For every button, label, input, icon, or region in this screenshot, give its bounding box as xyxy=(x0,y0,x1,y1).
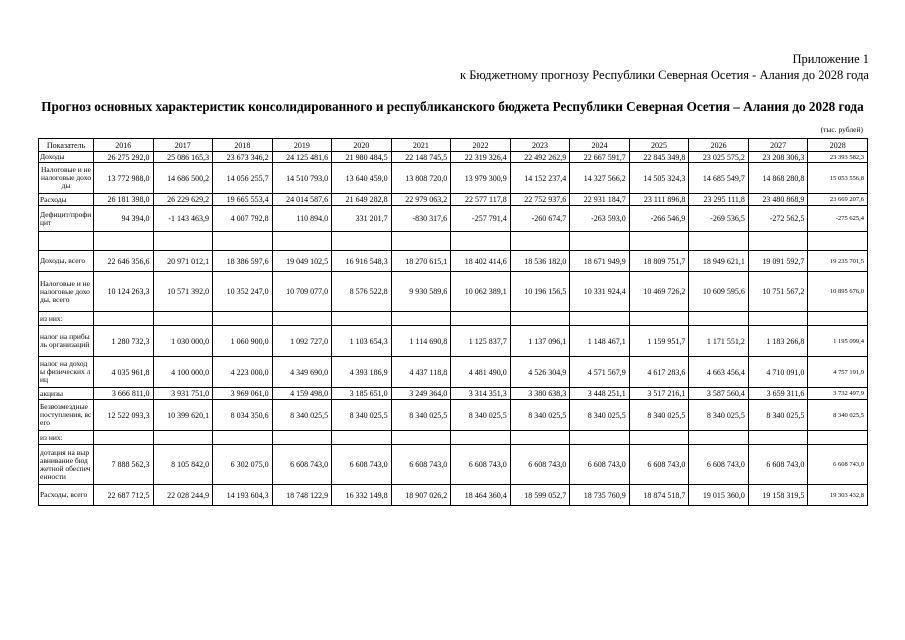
table-cell: 18 809 751,7 xyxy=(629,251,689,272)
table-cell: 22 979 063,2 xyxy=(391,194,451,206)
table-cell xyxy=(94,431,154,445)
table-cell: 16 916 548,3 xyxy=(332,251,392,272)
table-cell: -272 562,5 xyxy=(748,206,808,232)
row-label: из них: xyxy=(39,312,94,326)
column-header-year: 2018 xyxy=(213,139,273,152)
table-cell: 14 327 566,2 xyxy=(570,163,630,194)
table-cell: 23 111 896,8 xyxy=(629,194,689,206)
column-header-year: 2027 xyxy=(748,139,808,152)
table-cell xyxy=(629,232,689,251)
table-cell: -269 536,5 xyxy=(689,206,749,232)
table-cell: 23 025 575,2 xyxy=(689,152,749,163)
table-cell: 10 196 156,5 xyxy=(510,272,570,312)
row-label: Налоговые и неналоговые доходы, всего xyxy=(39,272,94,312)
table-cell: 13 808 720,0 xyxy=(391,163,451,194)
table-row xyxy=(39,152,868,163)
table-cell: 13 640 459,0 xyxy=(332,163,392,194)
table-cell: 10 062 389,1 xyxy=(451,272,511,312)
table-cell: 18 907 026,2 xyxy=(391,485,451,506)
table-cell xyxy=(748,232,808,251)
table-cell: 8 340 025,5 xyxy=(808,400,868,431)
table-cell xyxy=(391,431,451,445)
table-cell: 1 183 266,8 xyxy=(748,326,808,357)
column-header-year: 2022 xyxy=(451,139,511,152)
table-cell: 18 402 414,6 xyxy=(451,251,511,272)
column-header-year: 2024 xyxy=(570,139,630,152)
table-cell: 14 505 324,3 xyxy=(629,163,689,194)
table-cell: 3 380 638,3 xyxy=(510,388,570,400)
table-cell xyxy=(332,431,392,445)
column-header-year: 2028 xyxy=(808,139,868,152)
table-cell: 10 895 676,0 xyxy=(808,272,868,312)
table-cell xyxy=(629,312,689,326)
table-cell xyxy=(510,431,570,445)
table-cell: 3 587 560,4 xyxy=(689,388,749,400)
table-cell: 6 608 743,0 xyxy=(808,445,868,485)
table-cell: 6 302 075,0 xyxy=(213,445,273,485)
appendix-reference: к Бюджетному прогнозу Республики Северная Осетия - Алания до 2028 года xyxy=(460,68,869,82)
table-cell xyxy=(153,232,213,251)
table-cell: 4 007 792,8 xyxy=(213,206,273,232)
table-cell: 4 526 304,9 xyxy=(510,357,570,388)
table-cell xyxy=(689,431,749,445)
table-cell: 8 340 025,5 xyxy=(510,400,570,431)
table-cell: 1 159 951,7 xyxy=(629,326,689,357)
row-label: Расходы xyxy=(39,194,94,206)
table-cell: 19 049 102,5 xyxy=(272,251,332,272)
table-cell: 22 931 184,7 xyxy=(570,194,630,206)
table-cell: 6 608 743,0 xyxy=(272,445,332,485)
table-cell: 6 608 743,0 xyxy=(510,445,570,485)
table-cell: 1 195 099,4 xyxy=(808,326,868,357)
table-cell: 26 229 629,2 xyxy=(153,194,213,206)
table-row xyxy=(39,163,868,194)
table-cell xyxy=(570,232,630,251)
row-label: Налоговые и неналоговые доходы xyxy=(39,163,94,194)
table-cell: 110 894,0 xyxy=(272,206,332,232)
table-cell: 6 608 743,0 xyxy=(570,445,630,485)
table-header-row xyxy=(39,139,868,152)
table-cell xyxy=(451,431,511,445)
column-header-year: 2020 xyxy=(332,139,392,152)
table-cell: 22 148 745,5 xyxy=(391,152,451,163)
table-cell: 18 949 621,1 xyxy=(689,251,749,272)
table-cell: 4 663 456,4 xyxy=(689,357,749,388)
table-cell: -266 546,9 xyxy=(629,206,689,232)
table-cell: 20 971 012,1 xyxy=(153,251,213,272)
table-cell: 4 100 000,0 xyxy=(153,357,213,388)
row-label: Доходы, всего xyxy=(39,251,94,272)
table-cell: 13 772 988,0 xyxy=(94,163,154,194)
table-cell: 6 608 743,0 xyxy=(332,445,392,485)
row-label: Безвозмездные поступления, всего xyxy=(39,400,94,431)
column-header-year: 2026 xyxy=(689,139,749,152)
table-cell xyxy=(629,431,689,445)
table-cell xyxy=(689,312,749,326)
table-cell: 18 464 360,4 xyxy=(451,485,511,506)
table-cell: 14 193 604,3 xyxy=(213,485,273,506)
table-cell: 1 171 551,2 xyxy=(689,326,749,357)
table-cell: 16 332 149,8 xyxy=(332,485,392,506)
table-cell: 3 448 251,1 xyxy=(570,388,630,400)
table-cell: 8 105 842,0 xyxy=(153,445,213,485)
table-cell: 10 124 263,3 xyxy=(94,272,154,312)
table-cell: 19 091 592,7 xyxy=(748,251,808,272)
table-cell: 22 319 326,4 xyxy=(451,152,511,163)
table-cell: 22 667 591,7 xyxy=(570,152,630,163)
table-cell xyxy=(808,431,868,445)
table-cell xyxy=(332,232,392,251)
appendix-number: Приложение 1 xyxy=(792,52,869,66)
table-cell xyxy=(391,312,451,326)
table-cell xyxy=(332,312,392,326)
table-cell xyxy=(451,232,511,251)
table-cell: 8 340 025,5 xyxy=(272,400,332,431)
table-cell: 10 571 392,0 xyxy=(153,272,213,312)
table-row xyxy=(39,431,868,445)
table-cell: -257 791,4 xyxy=(451,206,511,232)
column-header-year: 2025 xyxy=(629,139,689,152)
table-cell: 21 980 484,5 xyxy=(332,152,392,163)
table-cell: 3 666 811,0 xyxy=(94,388,154,400)
row-label: Расходы, всего xyxy=(39,485,94,506)
table-cell xyxy=(94,312,154,326)
table-cell xyxy=(153,431,213,445)
table-cell: 18 735 760,9 xyxy=(570,485,630,506)
table-row xyxy=(39,206,868,232)
table-cell: 8 034 350,6 xyxy=(213,400,273,431)
table-cell: 8 340 025,5 xyxy=(629,400,689,431)
table-cell: 22 752 937,6 xyxy=(510,194,570,206)
table-cell: 8 340 025,5 xyxy=(689,400,749,431)
table-cell: 14 685 549,7 xyxy=(689,163,749,194)
row-label: налог на доходы физических лиц xyxy=(39,357,94,388)
table-cell: 15 053 556,8 xyxy=(808,163,868,194)
table-cell: 10 751 567,2 xyxy=(748,272,808,312)
table-cell: 22 577 117,8 xyxy=(451,194,511,206)
table-cell: 26 181 398,0 xyxy=(94,194,154,206)
table-cell: 4 617 283,6 xyxy=(629,357,689,388)
table-cell: 23 393 582,3 xyxy=(808,152,868,163)
budget-forecast-table xyxy=(38,138,868,506)
table-cell xyxy=(272,431,332,445)
table-row xyxy=(39,232,868,251)
table-cell: 8 340 025,5 xyxy=(451,400,511,431)
table-row xyxy=(39,272,868,312)
table-cell xyxy=(689,232,749,251)
table-cell: 6 608 743,0 xyxy=(451,445,511,485)
table-row xyxy=(39,485,868,506)
column-header-year: 2021 xyxy=(391,139,451,152)
table-cell: 4 035 961,8 xyxy=(94,357,154,388)
table-cell: 22 492 262,9 xyxy=(510,152,570,163)
table-cell: 19 303 432,8 xyxy=(808,485,868,506)
table-cell: 25 086 165,3 xyxy=(153,152,213,163)
column-header-year: 2019 xyxy=(272,139,332,152)
table-cell: 4 223 000,0 xyxy=(213,357,273,388)
table-cell: 18 386 597,6 xyxy=(213,251,273,272)
table-cell: 9 930 589,6 xyxy=(391,272,451,312)
table-cell: 22 845 349,8 xyxy=(629,152,689,163)
table-cell: 4 710 091,0 xyxy=(748,357,808,388)
table-cell xyxy=(451,312,511,326)
table-cell: 19 158 319,5 xyxy=(748,485,808,506)
column-header-year: 2023 xyxy=(510,139,570,152)
row-label: налог на прибыль организаций xyxy=(39,326,94,357)
table-cell: 3 969 061,0 xyxy=(213,388,273,400)
table-row xyxy=(39,400,868,431)
table-cell: 22 646 356,6 xyxy=(94,251,154,272)
row-label: дотация на выравнивание бюджетной обеспеченности xyxy=(39,445,94,485)
table-cell: 8 340 025,5 xyxy=(391,400,451,431)
table-cell xyxy=(748,312,808,326)
document-title: Прогноз основных характеристик консолидированного и республиканского бюджета Республики Северная Осетия – Алания до 2028 года xyxy=(41,99,864,114)
table-cell: 1 137 096,1 xyxy=(510,326,570,357)
table-cell: 14 510 793,0 xyxy=(272,163,332,194)
table-cell: 12 522 093,3 xyxy=(94,400,154,431)
table-cell: 94 394,0 xyxy=(94,206,154,232)
table-cell: 1 148 467,1 xyxy=(570,326,630,357)
units-note: (тыс. рублей) xyxy=(820,125,863,134)
table-cell xyxy=(213,232,273,251)
table-cell: 19 665 553,4 xyxy=(213,194,273,206)
table-cell xyxy=(213,312,273,326)
table-row xyxy=(39,194,868,206)
table-cell: 24 014 587,6 xyxy=(272,194,332,206)
table-cell: 10 709 077,0 xyxy=(272,272,332,312)
table-cell: 23 480 868,9 xyxy=(748,194,808,206)
table-cell: 14 152 237,4 xyxy=(510,163,570,194)
table-cell: 4 437 118,8 xyxy=(391,357,451,388)
table-cell: 22 028 244,9 xyxy=(153,485,213,506)
table-cell: 3 314 351,3 xyxy=(451,388,511,400)
table-cell: 10 469 726,2 xyxy=(629,272,689,312)
table-cell: 4 481 490,0 xyxy=(451,357,511,388)
table-cell: 19 015 360,0 xyxy=(689,485,749,506)
table-cell: 8 576 522,8 xyxy=(332,272,392,312)
table-cell: 4 757 191,9 xyxy=(808,357,868,388)
table-cell: 3 249 364,0 xyxy=(391,388,451,400)
table-cell: 23 295 111,8 xyxy=(689,194,749,206)
table-cell: 10 399 620,1 xyxy=(153,400,213,431)
table-cell: 3 931 751,0 xyxy=(153,388,213,400)
table-cell: 23 673 346,2 xyxy=(213,152,273,163)
table-cell xyxy=(94,232,154,251)
table-row xyxy=(39,388,868,400)
table-cell: 10 331 924,4 xyxy=(570,272,630,312)
table-cell: 18 536 182,0 xyxy=(510,251,570,272)
table-cell: 6 608 743,0 xyxy=(629,445,689,485)
table-cell: 21 649 282,8 xyxy=(332,194,392,206)
table-cell: 8 340 025,5 xyxy=(748,400,808,431)
table-cell: 18 270 615,1 xyxy=(391,251,451,272)
table-cell: -275 625,4 xyxy=(808,206,868,232)
table-cell: 8 340 025,5 xyxy=(570,400,630,431)
row-label: из них: xyxy=(39,431,94,445)
table-cell: 18 748 122,9 xyxy=(272,485,332,506)
table-cell: 3 185 651,0 xyxy=(332,388,392,400)
table-cell xyxy=(153,312,213,326)
table-cell: 8 340 025,5 xyxy=(332,400,392,431)
table-cell: 3 659 311,6 xyxy=(748,388,808,400)
table-cell: 1 125 837,7 xyxy=(451,326,511,357)
table-cell: 1 030 000,0 xyxy=(153,326,213,357)
table-cell: 7 888 562,3 xyxy=(94,445,154,485)
table-cell: 23 669 207,6 xyxy=(808,194,868,206)
table-cell: 19 235 701,5 xyxy=(808,251,868,272)
table-cell xyxy=(272,312,332,326)
table-cell xyxy=(510,232,570,251)
table-cell: 18 671 949,9 xyxy=(570,251,630,272)
table-cell: 331 201,7 xyxy=(332,206,392,232)
table-row xyxy=(39,312,868,326)
table-cell: 18 874 518,7 xyxy=(629,485,689,506)
table-cell xyxy=(570,431,630,445)
table-cell: 1 092 727,0 xyxy=(272,326,332,357)
table-row xyxy=(39,445,868,485)
table-row xyxy=(39,326,868,357)
column-header-year: 2017 xyxy=(153,139,213,152)
table-cell: 14 868 280,8 xyxy=(748,163,808,194)
table-cell: 4 349 690,0 xyxy=(272,357,332,388)
table-cell xyxy=(213,431,273,445)
table-cell: -1 143 463,9 xyxy=(153,206,213,232)
table-cell: 24 125 481,6 xyxy=(272,152,332,163)
table-cell: 3 732 497,9 xyxy=(808,388,868,400)
table-cell: 6 608 743,0 xyxy=(391,445,451,485)
table-cell: -263 593,0 xyxy=(570,206,630,232)
row-label: Доходы xyxy=(39,152,94,163)
table-cell xyxy=(808,232,868,251)
table-cell xyxy=(272,232,332,251)
row-label xyxy=(39,232,94,251)
table-cell: 26 275 292,0 xyxy=(94,152,154,163)
table-cell: 14 056 255,7 xyxy=(213,163,273,194)
row-label: акцизы xyxy=(39,388,94,400)
table-cell: 13 979 300,9 xyxy=(451,163,511,194)
table-cell: 18 599 052,7 xyxy=(510,485,570,506)
column-header-year: 2016 xyxy=(94,139,154,152)
table-cell: 4 393 186,9 xyxy=(332,357,392,388)
table-cell: 4 159 498,0 xyxy=(272,388,332,400)
table-cell xyxy=(570,312,630,326)
table-cell: 22 687 712,5 xyxy=(94,485,154,506)
table-cell: 1 114 690,8 xyxy=(391,326,451,357)
column-header-indicator: Показатель xyxy=(39,139,94,152)
table-cell: -260 674,7 xyxy=(510,206,570,232)
table-cell xyxy=(748,431,808,445)
table-cell xyxy=(391,232,451,251)
table-cell: 6 608 743,0 xyxy=(748,445,808,485)
table-cell: -830 317,6 xyxy=(391,206,451,232)
table-cell xyxy=(808,312,868,326)
table-cell: 10 352 247,0 xyxy=(213,272,273,312)
table-cell: 14 686 500,2 xyxy=(153,163,213,194)
table-cell: 1 103 654,3 xyxy=(332,326,392,357)
table-cell: 3 517 216,1 xyxy=(629,388,689,400)
table-cell xyxy=(510,312,570,326)
table-cell: 1 060 900,0 xyxy=(213,326,273,357)
table-cell: 1 280 732,3 xyxy=(94,326,154,357)
table-cell: 23 208 306,3 xyxy=(748,152,808,163)
table-cell: 4 571 567,9 xyxy=(570,357,630,388)
table-row xyxy=(39,251,868,272)
table-cell: 6 608 743,0 xyxy=(689,445,749,485)
table-row xyxy=(39,357,868,388)
table-cell: 10 609 595,6 xyxy=(689,272,749,312)
row-label: Дефицит/профицит xyxy=(39,206,94,232)
